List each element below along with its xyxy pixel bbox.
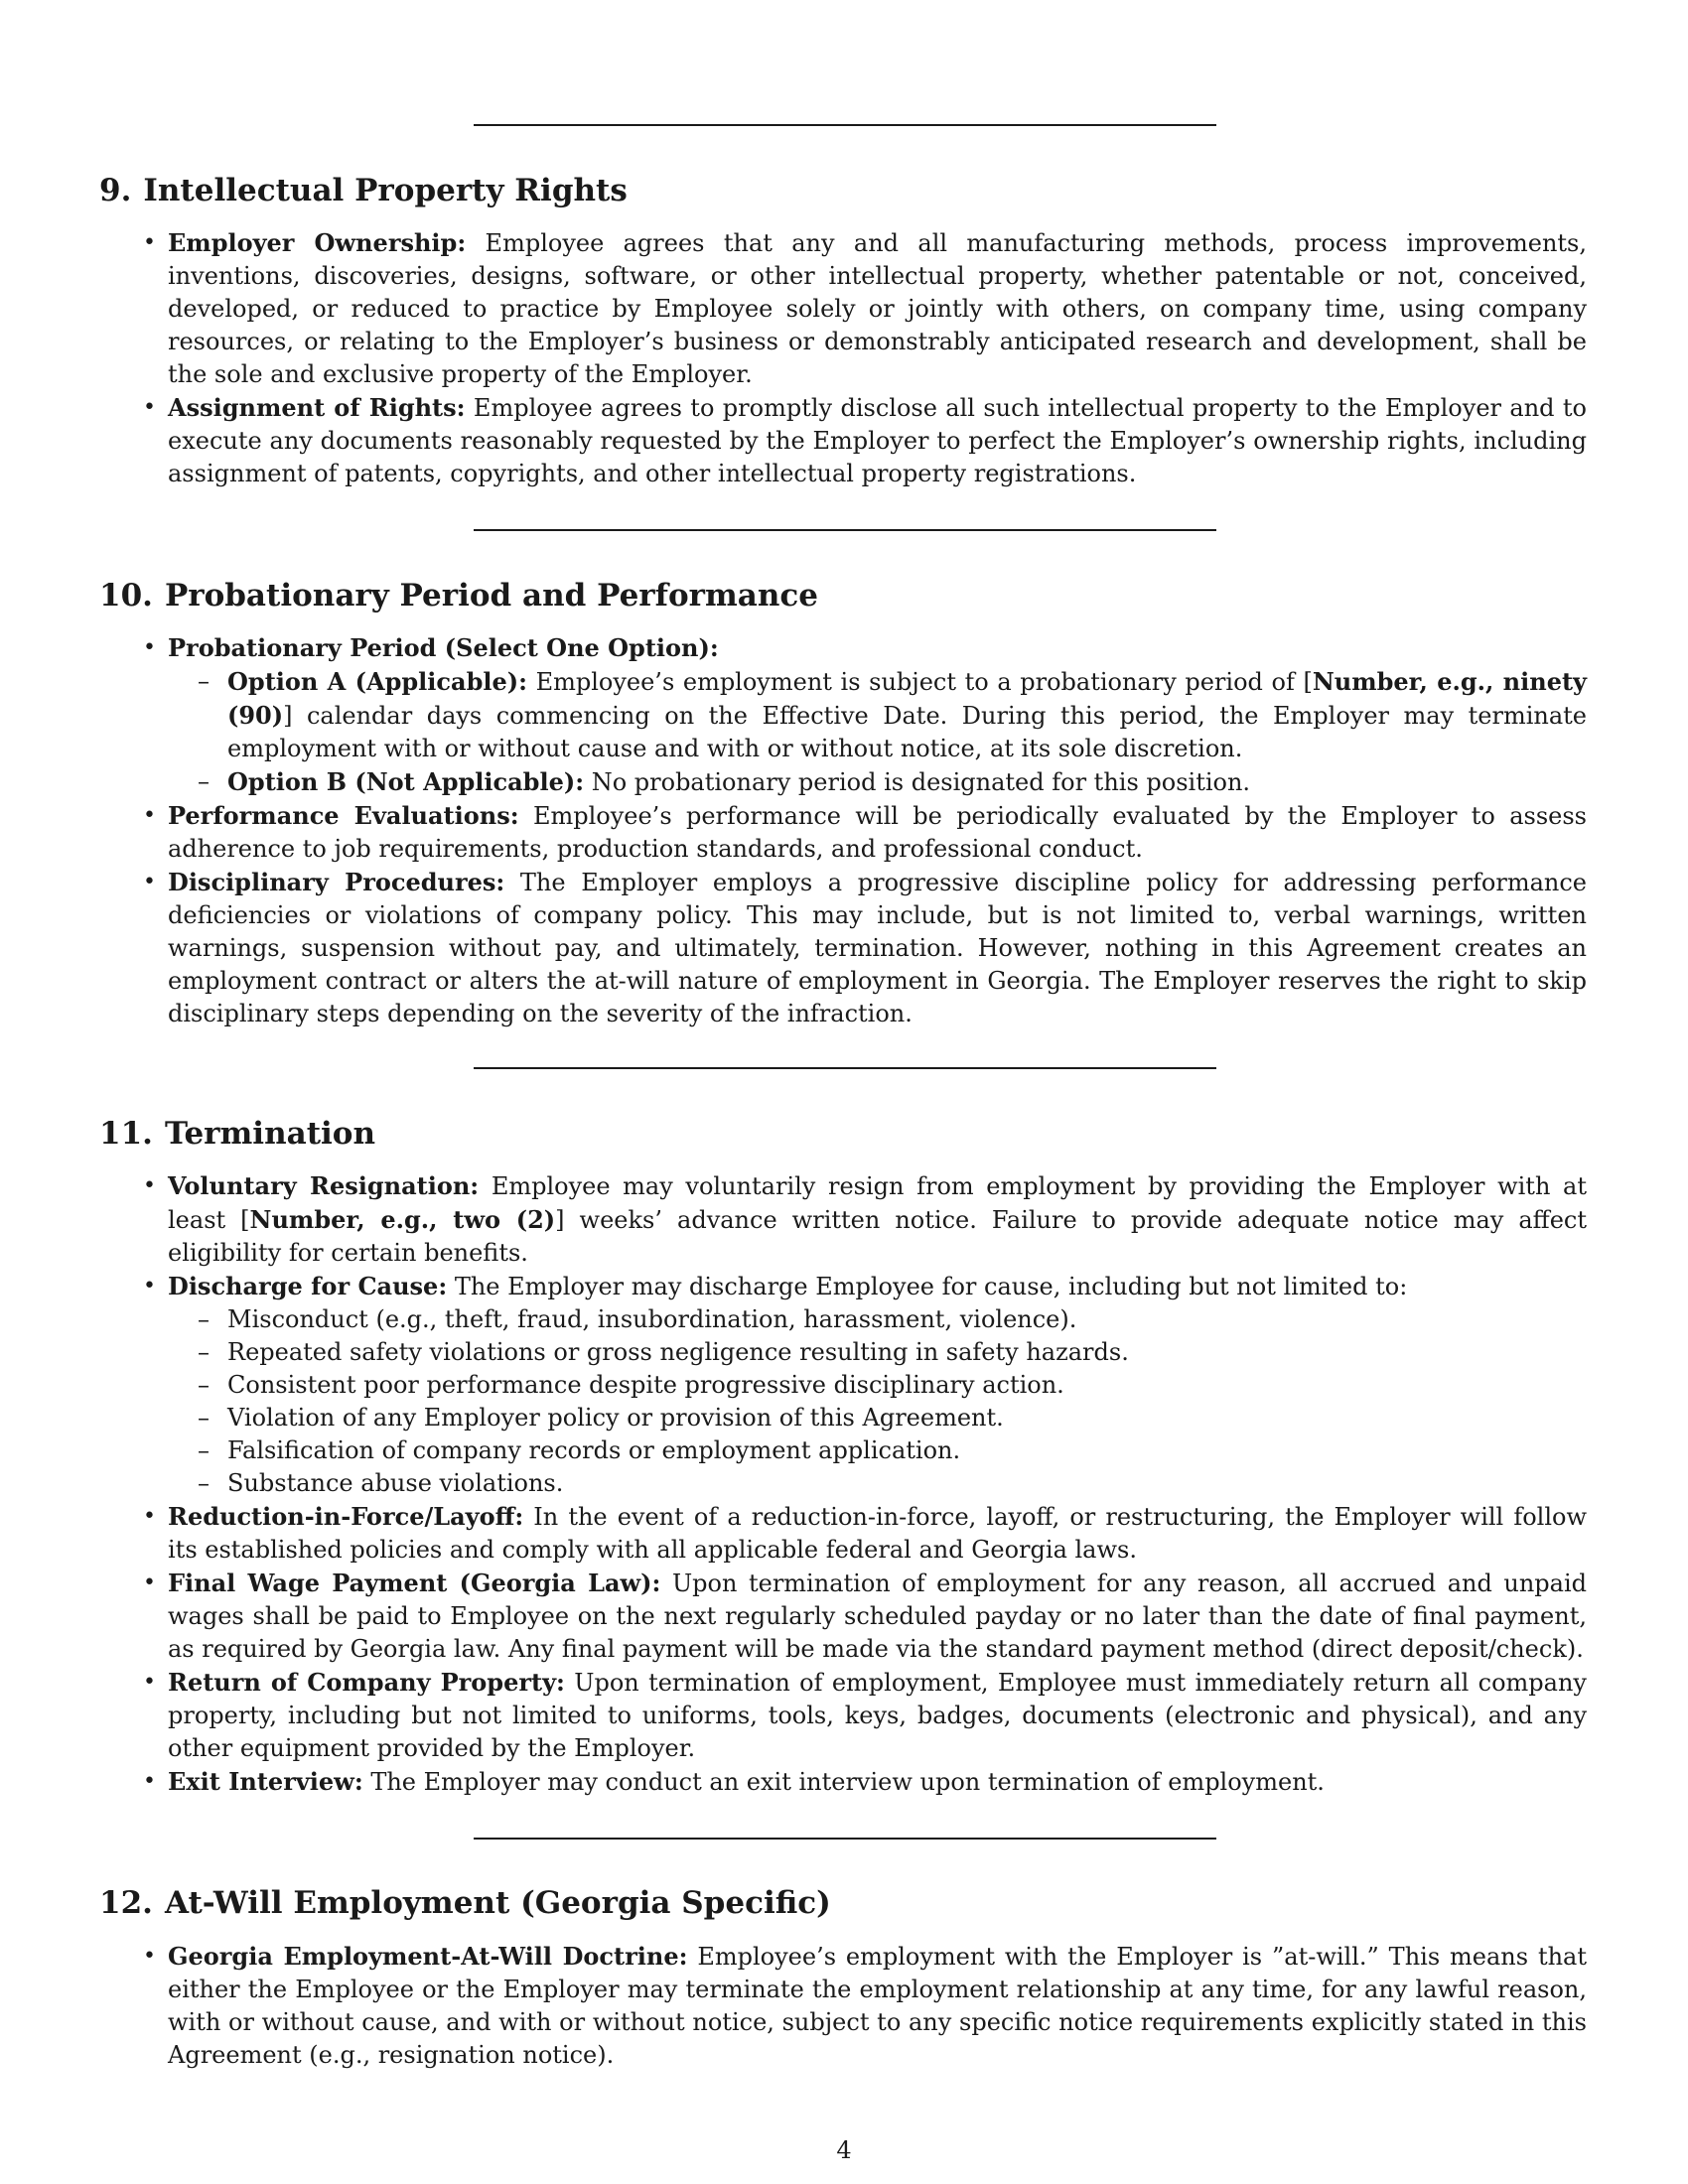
section-number: 11. (99, 1116, 153, 1152)
section-list-11 (0, 1169, 1688, 1799)
item-label: Assignment of Rights: (168, 393, 466, 422)
sub-list-item (227, 765, 1587, 799)
sub-list-item: – Misconduct (e.g., theft, fraud, insubordination, harassment, violence). (227, 1303, 1587, 1336)
sub-list (168, 1303, 1587, 1500)
item-label: Return of Company Property: (168, 1668, 565, 1697)
item-label: Probationary Period (Select One Option): (168, 633, 719, 662)
section-divider (474, 529, 1216, 531)
item-label: Disciplinary Procedures: (168, 868, 505, 896)
item-label: Final Wage Payment (Georgia Law): (168, 1569, 661, 1597)
item-label: Performance Evaluations: (168, 801, 519, 830)
list-item (168, 1940, 1587, 2072)
section-list-9 (0, 226, 1688, 490)
list-item (168, 1169, 1587, 1270)
sub-list-item: – Repeated safety violations or gross negligence resulting in safety hazards. (227, 1336, 1587, 1369)
sub-list-item: – Falsification of company records or employment application. (227, 1434, 1587, 1467)
item-label: Discharge for Cause: (168, 1272, 448, 1300)
item-text: The Employer may discharge Employee for cause, including but not limited to: (454, 1273, 1408, 1300)
placeholder-value: Number, e.g., two (2) (249, 1205, 556, 1234)
list-item (168, 1270, 1587, 1500)
section-title: At-Will Employment (Georgia Specific) (164, 1885, 831, 1921)
section-list-10 (0, 631, 1688, 1030)
option-text: No probationary period is designated for this position. (591, 768, 1251, 796)
item-text: Upon termination of employment, Employee must immediately return all company property, including but not limited to uniforms, tools, keys, badges, documents (electronic and physical), and any other equipment provided by the Employer. (168, 1669, 1587, 1762)
list-item (168, 1765, 1587, 1799)
item-text: Employee’s performance will be periodically evaluated by the Employer to assess adherence to job requirements, production standards, and professional conduct. (168, 802, 1587, 863)
item-text: Employee agrees to promptly disclose all such intellectual property to the Employer and to execute any documents reasonably requested by the Employer to perfect the Employer’s ownership rights, including assignment of patents, copyrights, and other intellectual property registrations. (168, 394, 1587, 487)
item-text: ] weeks’ advance written notice. Failure to provide adequate notice may affect eligibility for certain benefits. (168, 1206, 1588, 1267)
section-number: 9. (99, 173, 132, 208)
section-list-12 (0, 1940, 1688, 2072)
list-item (168, 226, 1587, 391)
item-text: Employee agrees that any and all manufacturing methods, process improvements, inventions, discoveries, designs, software, or other intellectual property, whether patentable or not, conceived, developed, or reduced to practice by Employee solely or jointly with others, on company time, using company resources, or relating to the Employer’s business or demonstrably anticipated research and development, shall be the sole and exclusive property of the Employer. (168, 229, 1587, 388)
option-text: Employee’s employment is subject to a probationary period of [ (535, 668, 1313, 696)
item-text: Employee may voluntarily resign from employment by providing the Employer with at least [ (168, 1172, 1587, 1234)
item-text: Upon termination of employment for any reason, all accrued and unpaid wages shall be paid to Employee on the next regularly scheduled payday or no later than the date of final payment, as required by Georgia law. Any final payment will be made via the standard payment method (direct deposit/check). (168, 1570, 1587, 1663)
option-label: Option B (Not Applicable): (227, 767, 585, 796)
item-label: Exit Interview: (168, 1767, 363, 1796)
section-heading-12 (99, 1883, 831, 1923)
list-item (168, 799, 1587, 866)
item-text: In the event of a reduction-in-force, layoff, or restructuring, the Employer will follow its established policies and comply with all applicable federal and Georgia laws. (168, 1503, 1587, 1564)
list-item (168, 1567, 1587, 1666)
placeholder-value: Number, e.g., ninety (90) (227, 667, 1588, 730)
section-title: Intellectual Property Rights (143, 173, 628, 208)
section-title: Probationary Period and Performance (164, 578, 819, 614)
sub-list-item (227, 665, 1587, 765)
item-label: Voluntary Resignation: (168, 1171, 480, 1200)
section-number: 10. (99, 578, 153, 614)
section-heading-9 (99, 171, 628, 210)
list-item (168, 866, 1587, 1030)
item-text: The Employer employs a progressive discipline policy for addressing performance deficiencies or violations of company policy. This may include, but is not limited to, verbal warnings, written warnings, suspension without pay, and ultimately, termination. However, nothing in this Agreement creates an employment contract or alters the at-will nature of employment in Georgia. The Employer reserves the right to skip disciplinary steps depending on the severity of the infraction. (168, 869, 1587, 1027)
item-label: Reduction-in-Force/Layoff: (168, 1502, 524, 1531)
page-number: 4 (836, 2136, 852, 2164)
section-divider (474, 1067, 1216, 1069)
sub-list (168, 665, 1587, 799)
sub-list-item: – Violation of any Employer policy or provision of this Agreement. (227, 1402, 1587, 1434)
section-divider (474, 124, 1216, 126)
section-title: Termination (164, 1116, 376, 1152)
item-text: The Employer may conduct an exit interview upon termination of employment. (370, 1768, 1325, 1796)
sub-list-item: – Consistent poor performance despite progressive disciplinary action. (227, 1369, 1587, 1402)
list-item (168, 1666, 1587, 1765)
item-label: Georgia Employment-At-Will Doctrine: (168, 1942, 688, 1971)
item-label: Employer Ownership: (168, 228, 467, 257)
list-item (168, 391, 1587, 490)
section-divider (474, 1838, 1216, 1840)
sub-list-item: – Substance abuse violations. (227, 1467, 1587, 1500)
section-heading-10 (99, 576, 818, 615)
section-heading-11 (99, 1114, 375, 1154)
item-text: Employee’s employment with the Employer is ”at-will.” This means that either the Employee or the Employer may terminate the employment relationship at any time, for any lawful reason, with or without cause, and with or without notice, subject to any specific notice requirements explicitly stated in this Agreement (e.g., resignation notice). (168, 1943, 1587, 2069)
list-item (168, 631, 1587, 799)
section-number: 12. (99, 1885, 153, 1921)
option-label: Option A (Applicable): (227, 667, 527, 696)
list-item (168, 1500, 1587, 1567)
option-text: ] calendar days commencing on the Effective Date. During this period, the Employer may terminate employment with or without cause and with or without notice, at its sole discretion. (227, 702, 1587, 762)
